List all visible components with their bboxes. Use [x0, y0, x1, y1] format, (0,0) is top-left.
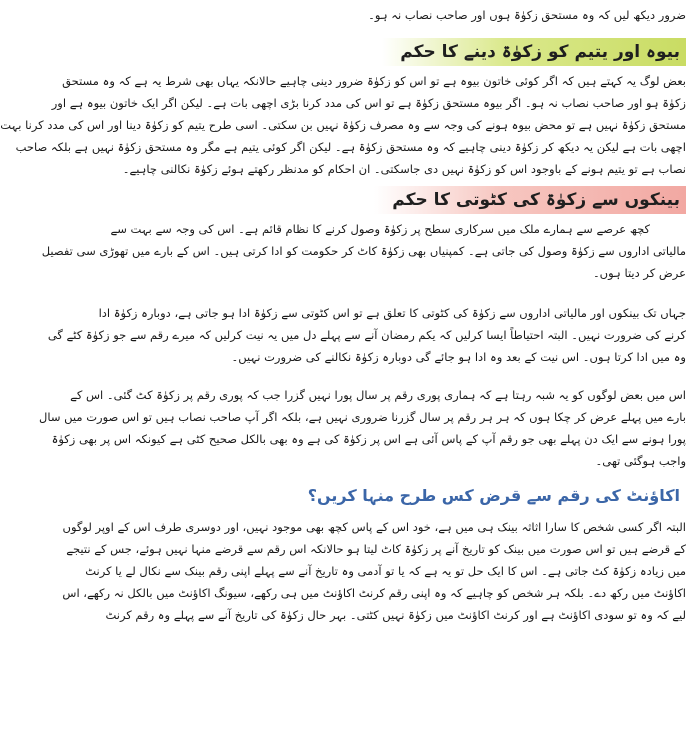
section1-paragraph	[0, 70, 686, 180]
text-line: کے قرضے ہیں تو اس صورت میں بینک کو تاریخ آنے پر زکوٰۃ کاٹ لیتا ہو حالانکہ اس رقم سے قرضے منہا نہیں ہوئے، جس کے نتیجے	[66, 542, 686, 556]
text-line: پورا ہونے سے ایک دن پہلے بھی جو رقم آپ کے پاس آئی ہے اس پر زکوٰۃ کی ہے وہ بھی بالکل صحیح کٹی ہے کیونکہ اس پر بھی زکوٰۃ	[51, 432, 686, 446]
text-line: مستحق زکوٰۃ نہیں ہے تو محض بیوہ ہونے کی وجہ سے وہ مصرف زکوٰۃ نہیں بن سکتی۔ اسی طرح یتیم کو زکوٰۃ دینا اور اس کی مدد کرنا بہت	[0, 118, 686, 132]
text-line: بارے میں پہلے عرض کر چکا ہوں کہ ہر ہر رقم پر سال گزرنا ضروری نہیں ہے، بلکہ اگر آپ صاحب نصاب ہیں تو اس صورت میں سال	[39, 410, 686, 424]
text-line: کچھ عرصے سے ہمارے ملک میں سرکاری سطح پر زکوٰۃ وصول کرنے کا نظام قائم ہے۔ اس کی وجہ سے بہت سے	[110, 222, 650, 236]
text-line: البتہ اگر کسی شخص کا سارا اثاثہ بینک ہی میں ہے، خود اس کے پاس کچھ بھی موجود نہیں، اور دوسری طرف اس کے اوپر لوگوں	[62, 520, 686, 534]
section3-paragraph	[62, 516, 686, 626]
section2-paragraph-3	[39, 384, 686, 472]
heading-account-debt-deduction: اکاؤنٹ کی رقم سے قرض کس طرح منہا کریں؟	[307, 486, 680, 505]
text-line: مالیاتی اداروں سے زکوٰۃ وصول کی جاتی ہے۔ کمپنیاں بھی زکوٰۃ کاٹ کر حکومت کو ادا کرتی ہیں۔ اس کے بارے میں تھوڑی سی تفصیل	[41, 244, 686, 258]
section2-paragraph-2	[47, 302, 686, 368]
text-line: وہ میں ادا کرتا ہوں۔ اس نیت کے بعد وہ ادا ہو جائے گی دوبارہ زکوٰۃ نکالنے کی ضرورت نہیں۔	[231, 350, 686, 364]
heading-bank-zakat-deduction: بینکوں سے زکوٰۃ کی کٹوتی کا حکم	[374, 186, 686, 214]
text-line: نصاب ہے تو یتیم ہونے کے باوجود اس کو زکوٰۃ نہیں دی جاسکتی۔ ان احکام کو مدنظر رکھتے ہوئے زکوٰۃ نکالنی چاہیے۔	[122, 162, 686, 176]
text-line: اس میں بعض لوگوں کو یہ شبہ رہتا ہے کہ ہماری پوری رقم پر سال پورا نہیں گزرا جب کہ پوری رقم پر زکوٰۃ کٹ گئی۔ اس کے	[70, 388, 686, 402]
section2-paragraph-1	[41, 218, 686, 284]
text-line: اچھی بات ہے لیکن یہ دیکھ کر زکوٰۃ دینی چاہیے کہ وہ مستحق زکوٰۃ ہے۔ لیکن اگر کوئی یتیم ہے مگر وہ مستحق زکوٰۃ نہیں ہے بلکہ صاحب	[15, 140, 686, 154]
text-line: اکاؤنٹ میں رکھ دے۔ بلکہ ہر شخص کو چاہیے کہ وہ اپنی رقم کرنٹ اکاؤنٹ میں ہی رکھے، سیونگ اکاؤنٹ میں بالکل نہ رکھے، اس	[62, 586, 686, 600]
text-line: زکوٰۃ ہو اور صاحب نصاب نہ ہو۔ اگر بیوہ مستحق زکوٰۃ ہے تو اس کی مدد کرنا بڑی اچھی بات ہے۔ لیکن اگر ایک خاتون بیوہ ہے اور	[51, 96, 686, 110]
text-line: جہاں تک بینکوں اور مالیاتی اداروں سے زکوٰۃ کی کٹوتی کا تعلق ہے تو اس کٹوتی سے زکوٰۃ ادا ہو جاتی ہے، دوبارہ زکوٰۃ ادا	[98, 306, 686, 320]
text-line: عرض کر دیتا ہوں۔	[592, 266, 686, 280]
text-line: ضرور دیکھ لیں کہ وہ مستحق زکوٰۃ ہوں اور صاحب نصاب نہ ہو۔	[368, 8, 686, 22]
heading-widow-orphan-zakat: بیوہ اور یتیم کو زکوٰۃ دینے کا حکم	[382, 38, 686, 66]
text-line: کرنے کی ضرورت نہیں۔ البتہ احتیاطاً ایسا کرلیں کہ یکم رمضان آنے سے پہلے دل میں یہ نیت کرلیں کہ میرے رقم سے جو زکوٰۃ کٹے گی	[47, 328, 686, 342]
text-line: واجب ہوگئی تھی۔	[595, 454, 686, 468]
text-line: بعض لوگ یہ کہتے ہیں کہ اگر کوئی خاتون بیوہ ہے تو اس کو زکوٰۃ ضرور دینی چاہیے حالانکہ یہاں بھی شرط یہ ہے کہ وہ مستحق	[62, 74, 686, 88]
text-line: میں زیادہ زکوٰۃ کٹ جاتی ہے۔ اس کا ایک حل تو یہ ہے کہ یا تو آدمی وہ تاریخ آنے سے پہلے اپنی رقم بینک سے نکال لے یا کرنٹ	[85, 564, 686, 578]
text-line: لیے کہ وہ تو سودی اکاؤنٹ ہے اور کرنٹ اکاؤنٹ میں زکوٰۃ نہیں کٹتی۔ بہر حال زکوٰۃ کی تاریخ آنے سے پہلے وہ رقم کرنٹ	[105, 608, 686, 622]
intro-paragraph	[176, 4, 686, 26]
